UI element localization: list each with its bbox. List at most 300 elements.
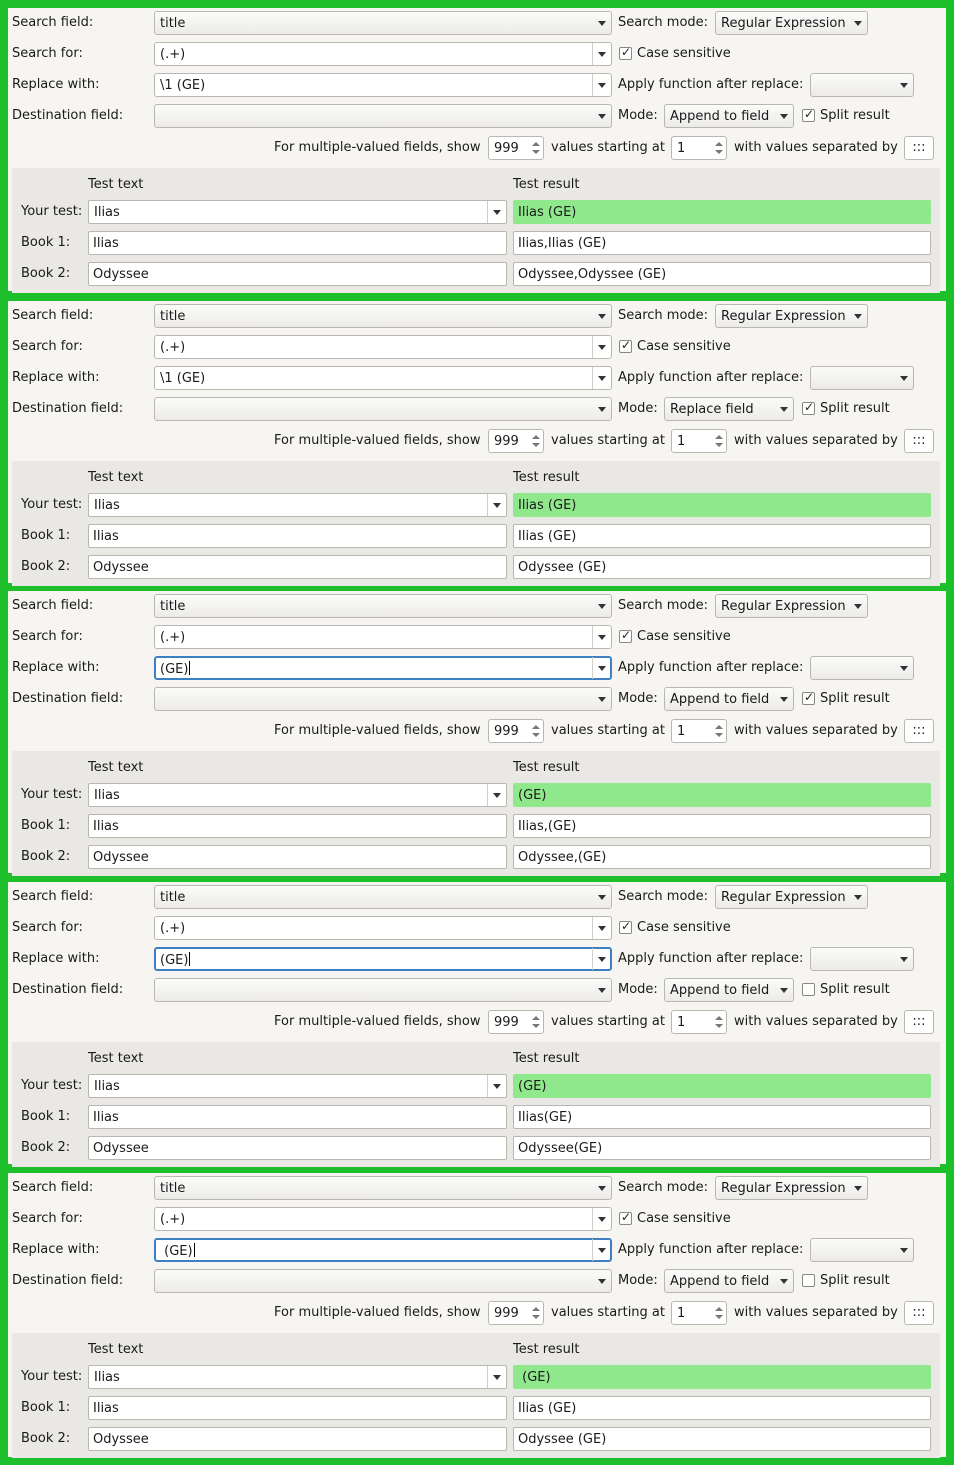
- split-result-checkbox[interactable]: [802, 1274, 815, 1287]
- destination-field-label: Destination field:: [12, 982, 124, 997]
- mode-value: Append to field: [670, 1274, 770, 1289]
- replace-with-label: Replace with:: [12, 370, 100, 385]
- separator-input[interactable]: :::: [904, 719, 934, 743]
- spin-down-icon[interactable]: [532, 1315, 540, 1319]
- replace-with-value: [160, 661, 190, 677]
- book1-text-field[interactable]: [88, 814, 507, 838]
- chevron-down-icon: [849, 595, 867, 617]
- search-for-row: [8, 332, 946, 363]
- replace-with-label: Replace with:: [12, 77, 100, 92]
- your-test-result-value: (GE): [518, 788, 547, 803]
- chevron-down-icon: [849, 886, 867, 908]
- apply-function-combo[interactable]: [810, 947, 914, 971]
- start-at-spinbox[interactable]: [671, 429, 727, 453]
- book2-text-value: Odyssee: [93, 1432, 149, 1447]
- case-sensitive-checkbox[interactable]: [619, 340, 632, 353]
- search-field-label: Search field:: [12, 308, 94, 323]
- spin-up-icon[interactable]: [532, 1307, 540, 1311]
- replace-with-text: \1 (GE): [160, 78, 206, 93]
- separated-by-label: with values separated by: [734, 140, 898, 155]
- book1-label: Book 1:: [21, 1400, 71, 1415]
- multi-value-row: [8, 133, 946, 164]
- multi-value-label: For multiple-valued fields, show: [274, 140, 481, 155]
- chevron-down-icon[interactable]: [487, 784, 506, 806]
- replace-with-text: (GE): [160, 1244, 193, 1259]
- book2-result-field: [513, 262, 931, 286]
- replace-with-row: [8, 1235, 946, 1266]
- replace-with-label: Replace with:: [12, 660, 100, 675]
- show-count-value: 999: [494, 434, 519, 449]
- search-for-row: [8, 622, 946, 653]
- replace-with-row: [8, 70, 946, 101]
- book1-text-value: Ilias: [93, 1110, 119, 1125]
- search-for-row: [8, 39, 946, 70]
- destination-field-combo[interactable]: [154, 397, 612, 421]
- values-starting-label: values starting at: [551, 1305, 665, 1320]
- chevron-down-icon: [895, 1239, 913, 1261]
- chevron-down-icon[interactable]: [592, 367, 611, 389]
- separator-input[interactable]: :::: [904, 429, 934, 453]
- search-field-combo[interactable]: [154, 594, 612, 618]
- chevron-down-icon: [593, 1177, 611, 1199]
- replace-with-input[interactable]: [154, 947, 612, 971]
- test-area: [12, 1333, 940, 1458]
- destination-field-combo[interactable]: [154, 104, 612, 128]
- chevron-down-icon: [849, 305, 867, 327]
- chevron-down-icon[interactable]: [592, 74, 611, 96]
- mode-combo[interactable]: [664, 978, 794, 1002]
- chevron-down-icon[interactable]: [592, 626, 611, 648]
- search-mode-label: Search mode:: [618, 15, 709, 30]
- apply-function-combo[interactable]: [810, 656, 914, 680]
- book1-label: Book 1:: [21, 528, 71, 543]
- search-mode-label: Search mode:: [618, 889, 709, 904]
- case-sensitive-label[interactable]: Case sensitive: [637, 339, 731, 354]
- book1-text-value: Ilias: [93, 529, 119, 544]
- replace-with-input[interactable]: [154, 73, 612, 97]
- destination-field-label: Destination field:: [12, 691, 124, 706]
- book1-label: Book 1:: [21, 1109, 71, 1124]
- search-field-label: Search field:: [12, 15, 94, 30]
- split-result-label[interactable]: Split result: [820, 982, 890, 997]
- text-cursor: [189, 661, 190, 675]
- separated-by-label: with values separated by: [734, 723, 898, 738]
- chevron-down-icon[interactable]: [592, 1208, 611, 1230]
- chevron-down-icon: [593, 688, 611, 710]
- search-mode-value: Regular Expression: [721, 890, 846, 905]
- chevron-down-icon: [895, 367, 913, 389]
- destination-row: [8, 101, 946, 132]
- your-test-input[interactable]: [88, 200, 507, 224]
- book1-text-value: Ilias: [93, 1401, 119, 1416]
- book2-label: Book 2:: [21, 266, 71, 281]
- book2-text-value: Odyssee: [93, 560, 149, 575]
- multi-value-row: [8, 1007, 946, 1038]
- destination-row: [8, 394, 946, 425]
- chevron-down-icon[interactable]: [487, 1366, 506, 1388]
- search-for-label: Search for:: [12, 920, 83, 935]
- apply-function-combo[interactable]: [810, 73, 914, 97]
- your-test-value: Ilias: [94, 788, 120, 803]
- test-area: [12, 461, 940, 586]
- replace-with-text: \1 (GE): [160, 371, 206, 386]
- chevron-down-icon[interactable]: [487, 201, 506, 223]
- start-at-value: 1: [677, 1015, 686, 1030]
- search-mode-label: Search mode:: [618, 598, 709, 613]
- start-at-spinbox[interactable]: [671, 1301, 727, 1325]
- book2-result-value: Odyssee (GE): [518, 1432, 607, 1447]
- book2-result-value: Odyssee(GE): [518, 1141, 603, 1156]
- destination-row: [8, 975, 946, 1006]
- chevron-down-icon: [849, 1177, 867, 1199]
- test-area: [12, 751, 940, 876]
- chevron-down-icon: [895, 74, 913, 96]
- search-mode-combo[interactable]: [715, 11, 868, 35]
- search-field-combo[interactable]: [154, 11, 612, 35]
- split-result-checkbox[interactable]: [802, 692, 815, 705]
- test-text-header: Test text: [88, 760, 144, 775]
- split-result-label[interactable]: Split result: [820, 401, 890, 416]
- search-mode-combo[interactable]: [715, 885, 868, 909]
- chevron-down-icon: [775, 105, 793, 127]
- book1-text-value: Ilias: [93, 819, 119, 834]
- your-test-result: [513, 493, 931, 517]
- search-for-row: [8, 913, 946, 944]
- destination-field-label: Destination field:: [12, 1273, 124, 1288]
- replace-with-input[interactable]: [154, 1238, 612, 1262]
- chevron-down-icon[interactable]: [592, 1239, 611, 1261]
- test-area: [12, 168, 940, 293]
- spin-up-icon[interactable]: [532, 435, 540, 439]
- mode-label: Mode:: [618, 108, 658, 123]
- search-mode-value: Regular Expression: [721, 599, 846, 614]
- your-test-input[interactable]: [88, 1074, 507, 1098]
- search-for-label: Search for:: [12, 46, 83, 61]
- your-test-result-value: (GE): [518, 1079, 547, 1094]
- replace-with-input[interactable]: [154, 656, 612, 680]
- your-test-input[interactable]: [88, 493, 507, 517]
- search-field-row: [8, 882, 946, 913]
- search-mode-value: Regular Expression: [721, 309, 846, 324]
- destination-row: [8, 1266, 946, 1297]
- show-count-spinbox[interactable]: [488, 719, 544, 743]
- book1-result-field: [513, 814, 931, 838]
- mode-value: Append to field: [670, 109, 770, 124]
- spin-down-icon[interactable]: [715, 733, 723, 737]
- case-sensitive-checkbox[interactable]: [619, 630, 632, 643]
- book2-text-field[interactable]: [88, 845, 507, 869]
- replace-with-value: [160, 78, 205, 93]
- search-field-row: [8, 301, 946, 332]
- search-mode-combo[interactable]: [715, 1176, 868, 1200]
- mode-combo[interactable]: [664, 687, 794, 711]
- chevron-down-icon: [593, 886, 611, 908]
- chevron-down-icon: [593, 979, 611, 1001]
- apply-function-combo[interactable]: [810, 366, 914, 390]
- search-mode-value: Regular Expression: [721, 1181, 846, 1196]
- show-count-spinbox[interactable]: [488, 429, 544, 453]
- your-test-result-value: Ilias (GE): [518, 498, 577, 513]
- apply-function-label: Apply function after replace:: [618, 951, 804, 966]
- search-mode-combo[interactable]: [715, 304, 868, 328]
- chevron-down-icon[interactable]: [592, 336, 611, 358]
- search-for-value: (.+): [160, 1212, 186, 1227]
- spin-up-icon[interactable]: [715, 435, 723, 439]
- chevron-down-icon[interactable]: [592, 43, 611, 65]
- spin-up-icon[interactable]: [532, 725, 540, 729]
- spin-down-icon[interactable]: [715, 150, 723, 154]
- chevron-down-icon: [593, 1270, 611, 1292]
- start-at-spinbox[interactable]: [671, 136, 727, 160]
- multi-value-label: For multiple-valued fields, show: [274, 1014, 481, 1029]
- show-count-spinbox[interactable]: [488, 1301, 544, 1325]
- replace-with-input[interactable]: [154, 366, 612, 390]
- replace-with-value: [160, 1243, 195, 1259]
- start-at-spinbox[interactable]: [671, 719, 727, 743]
- test-area: [12, 1042, 940, 1167]
- mode-label: Mode:: [618, 691, 658, 706]
- your-test-result: [513, 200, 931, 224]
- your-test-result-value: Ilias (GE): [518, 205, 577, 220]
- destination-field-label: Destination field:: [12, 108, 124, 123]
- mode-combo[interactable]: [664, 397, 794, 421]
- destination-field-combo[interactable]: [154, 978, 612, 1002]
- book2-label: Book 2:: [21, 849, 71, 864]
- book1-result-field: [513, 524, 931, 548]
- search-replace-panel-3: [8, 591, 946, 873]
- chevron-down-icon: [593, 595, 611, 617]
- book1-text-field[interactable]: [88, 1105, 507, 1129]
- search-for-value: (.+): [160, 47, 186, 62]
- search-field-value: title: [160, 16, 186, 31]
- your-test-label: Your test:: [21, 1078, 83, 1093]
- text-cursor: [189, 952, 190, 966]
- search-field-label: Search field:: [12, 889, 94, 904]
- book1-result-value: Ilias (GE): [518, 529, 577, 544]
- search-replace-panel-2: [8, 301, 946, 583]
- mode-combo[interactable]: [664, 1269, 794, 1293]
- search-for-row: [8, 1204, 946, 1235]
- chevron-down-icon[interactable]: [592, 917, 611, 939]
- search-replace-panel-5: [8, 1173, 946, 1457]
- multi-value-row: [8, 716, 946, 747]
- case-sensitive-checkbox[interactable]: [619, 47, 632, 60]
- book1-text-field[interactable]: [88, 1396, 507, 1420]
- multi-value-row: [8, 1298, 946, 1329]
- book2-text-field[interactable]: [88, 555, 507, 579]
- multi-value-label: For multiple-valued fields, show: [274, 1305, 481, 1320]
- separator-input[interactable]: :::: [904, 1301, 934, 1325]
- mode-label: Mode:: [618, 401, 658, 416]
- book2-text-field[interactable]: [88, 262, 507, 286]
- book2-text-field[interactable]: [88, 1427, 507, 1451]
- book1-text-value: Ilias: [93, 236, 119, 251]
- replace-with-value: [160, 371, 205, 386]
- mode-value: Append to field: [670, 983, 770, 998]
- spin-up-icon[interactable]: [715, 1016, 723, 1020]
- spin-down-icon[interactable]: [532, 150, 540, 154]
- search-for-input[interactable]: [154, 916, 612, 940]
- spin-up-icon[interactable]: [715, 1307, 723, 1311]
- case-sensitive-checkbox[interactable]: [619, 921, 632, 934]
- book1-result-value: Ilias(GE): [518, 1110, 573, 1125]
- search-field-row: [8, 8, 946, 39]
- multi-value-label: For multiple-valued fields, show: [274, 433, 481, 448]
- test-result-header: Test result: [513, 470, 580, 485]
- spin-down-icon[interactable]: [532, 1024, 540, 1028]
- chevron-down-icon: [775, 398, 793, 420]
- search-field-row: [8, 1173, 946, 1204]
- replace-with-value: [160, 952, 190, 968]
- case-sensitive-checkbox[interactable]: [619, 1212, 632, 1225]
- replace-with-row: [8, 944, 946, 975]
- apply-function-label: Apply function after replace:: [618, 370, 804, 385]
- split-result-label[interactable]: Split result: [820, 691, 890, 706]
- book2-label: Book 2:: [21, 1431, 71, 1446]
- book2-text-value: Odyssee: [93, 1141, 149, 1156]
- spin-down-icon[interactable]: [715, 1024, 723, 1028]
- split-result-label[interactable]: Split result: [820, 1273, 890, 1288]
- apply-function-combo[interactable]: [810, 1238, 914, 1262]
- your-test-value: Ilias: [94, 1370, 120, 1385]
- book2-text-value: Odyssee: [93, 267, 149, 282]
- show-count-value: 999: [494, 1306, 519, 1321]
- search-field-value: title: [160, 309, 186, 324]
- test-text-header: Test text: [88, 470, 144, 485]
- search-field-row: [8, 591, 946, 622]
- chevron-down-icon: [593, 305, 611, 327]
- test-result-header: Test result: [513, 1051, 580, 1066]
- book2-label: Book 2:: [21, 1140, 71, 1155]
- search-field-value: title: [160, 599, 186, 614]
- book1-text-field[interactable]: [88, 524, 507, 548]
- spin-down-icon[interactable]: [532, 443, 540, 447]
- search-for-input[interactable]: [154, 1207, 612, 1231]
- spin-up-icon[interactable]: [715, 142, 723, 146]
- split-result-label[interactable]: Split result: [820, 108, 890, 123]
- search-replace-panel-4: [8, 882, 946, 1164]
- book1-result-value: Ilias (GE): [518, 1401, 577, 1416]
- show-count-spinbox[interactable]: [488, 136, 544, 160]
- chevron-down-icon: [775, 1270, 793, 1292]
- spin-down-icon[interactable]: [715, 1315, 723, 1319]
- book1-result-field: [513, 231, 931, 255]
- search-replace-panel-1: [8, 8, 946, 291]
- mode-label: Mode:: [618, 982, 658, 997]
- spin-up-icon[interactable]: [532, 142, 540, 146]
- chevron-down-icon[interactable]: [592, 657, 611, 679]
- search-for-value: (.+): [160, 630, 186, 645]
- chevron-down-icon[interactable]: [487, 494, 506, 516]
- mode-value: Append to field: [670, 692, 770, 707]
- destination-row: [8, 684, 946, 715]
- mode-combo[interactable]: [664, 104, 794, 128]
- apply-function-label: Apply function after replace:: [618, 77, 804, 92]
- replace-with-label: Replace with:: [12, 951, 100, 966]
- spin-down-icon[interactable]: [532, 733, 540, 737]
- your-test-label: Your test:: [21, 1369, 83, 1384]
- replace-with-text: (GE): [160, 953, 189, 968]
- split-result-checkbox[interactable]: [802, 109, 815, 122]
- values-starting-label: values starting at: [551, 140, 665, 155]
- search-mode-label: Search mode:: [618, 308, 709, 323]
- destination-field-label: Destination field:: [12, 401, 124, 416]
- search-field-combo[interactable]: [154, 304, 612, 328]
- destination-field-combo[interactable]: [154, 1269, 612, 1293]
- split-result-checkbox[interactable]: [802, 983, 815, 996]
- book2-result-value: Odyssee,Odyssee (GE): [518, 267, 667, 282]
- apply-function-label: Apply function after replace:: [618, 1242, 804, 1257]
- values-starting-label: values starting at: [551, 723, 665, 738]
- case-sensitive-label[interactable]: Case sensitive: [637, 629, 731, 644]
- search-for-input[interactable]: [154, 42, 612, 66]
- separated-by-label: with values separated by: [734, 1014, 898, 1029]
- chevron-down-icon: [593, 105, 611, 127]
- separator-input[interactable]: :::: [904, 1010, 934, 1034]
- book1-result-field: [513, 1105, 931, 1129]
- your-test-value: Ilias: [94, 498, 120, 513]
- separator-input[interactable]: :::: [904, 136, 934, 160]
- your-test-value: Ilias: [94, 205, 120, 220]
- split-result-checkbox[interactable]: [802, 402, 815, 415]
- search-field-value: title: [160, 890, 186, 905]
- book2-result-field: [513, 845, 931, 869]
- spin-up-icon[interactable]: [532, 1016, 540, 1020]
- search-mode-combo[interactable]: [715, 594, 868, 618]
- search-field-combo[interactable]: [154, 885, 612, 909]
- search-field-value: title: [160, 1181, 186, 1196]
- book1-text-field[interactable]: [88, 231, 507, 255]
- search-for-label: Search for:: [12, 629, 83, 644]
- test-text-header: Test text: [88, 1342, 144, 1357]
- spin-down-icon[interactable]: [715, 443, 723, 447]
- search-field-combo[interactable]: [154, 1176, 612, 1200]
- replace-with-row: [8, 363, 946, 394]
- start-at-spinbox[interactable]: [671, 1010, 727, 1034]
- search-for-input[interactable]: [154, 335, 612, 359]
- book2-text-field[interactable]: [88, 1136, 507, 1160]
- start-at-value: 1: [677, 1306, 686, 1321]
- chevron-down-icon[interactable]: [487, 1075, 506, 1097]
- show-count-value: 999: [494, 1015, 519, 1030]
- search-for-value: (.+): [160, 921, 186, 936]
- search-field-label: Search field:: [12, 1180, 94, 1195]
- search-for-input[interactable]: [154, 625, 612, 649]
- case-sensitive-label[interactable]: Case sensitive: [637, 1211, 731, 1226]
- chevron-down-icon[interactable]: [592, 948, 611, 970]
- case-sensitive-label[interactable]: Case sensitive: [637, 920, 731, 935]
- your-test-input[interactable]: [88, 783, 507, 807]
- book2-result-value: Odyssee (GE): [518, 560, 607, 575]
- book2-label: Book 2:: [21, 559, 71, 574]
- book2-result-field: [513, 1427, 931, 1451]
- search-for-label: Search for:: [12, 1211, 83, 1226]
- mode-value: Replace field: [670, 402, 754, 417]
- show-count-value: 999: [494, 724, 519, 739]
- book1-label: Book 1:: [21, 235, 71, 250]
- your-test-result-value: (GE): [518, 1370, 551, 1385]
- search-mode-label: Search mode:: [618, 1180, 709, 1195]
- start-at-value: 1: [677, 724, 686, 739]
- your-test-input[interactable]: [88, 1365, 507, 1389]
- search-for-label: Search for:: [12, 339, 83, 354]
- book1-result-value: Ilias,Ilias (GE): [518, 236, 607, 251]
- destination-field-combo[interactable]: [154, 687, 612, 711]
- show-count-spinbox[interactable]: [488, 1010, 544, 1034]
- your-test-result: [513, 1365, 931, 1389]
- case-sensitive-label[interactable]: Case sensitive: [637, 46, 731, 61]
- spin-up-icon[interactable]: [715, 725, 723, 729]
